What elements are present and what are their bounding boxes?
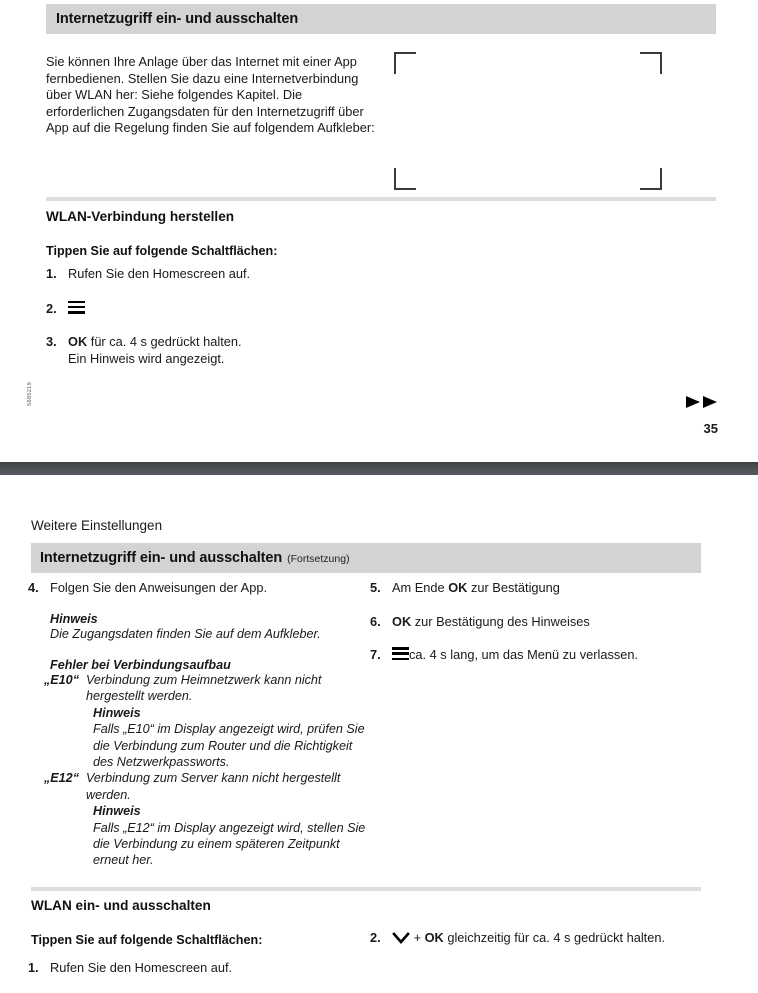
step-number: 1. xyxy=(46,266,57,281)
ok-button-label[interactable]: OK xyxy=(424,930,444,945)
step-number: 1. xyxy=(28,960,39,975)
hamburger-menu-icon[interactable] xyxy=(392,647,409,660)
page1-page-number: 35 xyxy=(703,421,718,436)
ok-button-label[interactable]: OK xyxy=(448,580,468,595)
note-heading: Hinweis xyxy=(50,611,98,626)
page-1 xyxy=(0,4,758,436)
page2-header-suffix: (Fortsetzung) xyxy=(287,553,350,565)
note-heading: Hinweis xyxy=(93,804,141,819)
page1-instruction-lead: Tippen Sie auf folgende Schaltflächen: xyxy=(46,244,278,258)
page2-divider-rule xyxy=(31,887,701,891)
page2-chapter-kicker: Weitere Einstellungen xyxy=(31,518,163,533)
step-text-post: zur Bestätigung des Hinweises xyxy=(411,613,590,629)
error-description: Verbindung zum Heimnetzwerk kann nicht hergestellt werden. xyxy=(86,673,322,704)
step-text: Folgen Sie den Anweisungen der App. xyxy=(50,580,267,595)
page1-step-3 xyxy=(46,334,446,367)
note-body: Falls „E10“ im Display angezeigt wird, prüfen Sie die Verbindung zum Router und die Richtigkeit des Netzwerkpassworts. xyxy=(93,722,365,770)
error-row-e10 xyxy=(28,672,368,705)
error-row-e12 xyxy=(28,770,368,803)
page-separator-band xyxy=(0,462,758,475)
plus-symbol: + xyxy=(413,930,425,945)
page2-header-title: Internetzugriff ein- und ausschalten xyxy=(40,550,283,566)
page2-step-5 xyxy=(370,580,740,597)
page2-bottom-step-list-right xyxy=(370,930,750,947)
page1-divider-rule xyxy=(46,197,716,201)
crop-mark-top-left-icon xyxy=(394,52,416,74)
page1-step-list xyxy=(46,266,446,367)
ok-button-label[interactable]: OK xyxy=(68,334,88,350)
page2-section-header xyxy=(31,543,701,573)
error-note-e10 xyxy=(93,705,368,771)
step-number: 2. xyxy=(46,300,57,316)
page2-right-column xyxy=(370,580,740,664)
note-body: Die Zugangsdaten finden Sie auf dem Aufkleber. xyxy=(50,626,321,641)
note-body: Falls „E12“ im Display angezeigt wird, stellen Sie die Verbindung zu einem späteren Zeitpunkt erneut her. xyxy=(93,820,366,868)
step-text-pre: Am Ende xyxy=(392,580,449,595)
error-note-e12 xyxy=(93,803,368,869)
step-number: 5. xyxy=(370,580,381,595)
step-number: 7. xyxy=(370,647,381,663)
double-right-triangle-icon xyxy=(686,394,720,410)
ok-button-label[interactable]: OK xyxy=(392,613,412,629)
note-heading: Hinweis xyxy=(93,705,141,720)
hamburger-menu-icon[interactable] xyxy=(68,301,85,314)
page1-intro-paragraph: Sie können Ihre Anlage über das Internet mit einer App fernbedienen. Stellen Sie dazu eine Internetverbindung über WLAN her: Siehe folgendes Kapitel. Die erforderlichen Zugangsdaten für den Internetzugriff über App auf die Regelung finden Sie auf folgendem Aufkleber: xyxy=(46,54,375,136)
page2-bottom-step-list-left xyxy=(28,960,368,977)
page1-section-heading: WLAN-Verbindung herstellen xyxy=(46,209,235,224)
step-number: 4. xyxy=(28,580,39,595)
document-code: 5685219 xyxy=(27,382,33,406)
forward-arrows-icon xyxy=(686,394,720,415)
page1-section-header xyxy=(46,4,716,34)
crop-mark-bottom-right-icon xyxy=(640,168,662,190)
page2-bottom-step-1 xyxy=(28,960,368,977)
step-number: 2. xyxy=(370,930,381,945)
page2-section-heading: WLAN ein- und ausschalten xyxy=(31,898,211,913)
page2-step-6 xyxy=(370,614,740,631)
error-section-heading: Fehler bei Verbindungsaufbau xyxy=(50,658,231,672)
page1-step-2 xyxy=(46,301,446,318)
error-description: Verbindung zum Server kann nicht hergestellt werden. xyxy=(86,771,341,802)
step-text-line2: Ein Hinweis wird angezeigt. xyxy=(68,350,225,366)
step-text-post: gleichzeitig für ca. 4 s gedrückt halten. xyxy=(443,930,666,945)
crop-mark-top-right-icon xyxy=(640,52,662,74)
crop-mark-bottom-left-icon xyxy=(394,168,416,190)
step-number: 6. xyxy=(370,613,381,629)
page2-step-7 xyxy=(370,647,740,664)
step-text: Rufen Sie den Homescreen auf. xyxy=(50,960,233,975)
chevron-down-icon[interactable] xyxy=(392,931,410,945)
page2-bottom-step-2 xyxy=(370,930,750,947)
page1-header-title: Internetzugriff ein- und ausschalten xyxy=(56,11,299,27)
step-text: für ca. 4 s gedrückt halten. xyxy=(87,334,242,350)
error-code: „E10“ xyxy=(43,673,79,687)
page1-step-1 xyxy=(46,266,446,283)
page2-instruction-lead: Tippen Sie auf folgende Schaltflächen: xyxy=(31,933,263,947)
page2-left-column xyxy=(28,580,368,869)
step-text: Rufen Sie den Homescreen auf. xyxy=(68,266,251,281)
sticker-placeholder-frame xyxy=(394,52,662,190)
step-number: 3. xyxy=(46,334,57,350)
page2-step-4 xyxy=(28,580,368,597)
page2-note-block xyxy=(50,612,368,642)
step-text-post: ca. 4 s lang, um das Menü zu verlassen. xyxy=(409,647,639,663)
step-text-post: zur Bestätigung xyxy=(467,580,560,595)
error-code: „E12“ xyxy=(43,771,79,786)
